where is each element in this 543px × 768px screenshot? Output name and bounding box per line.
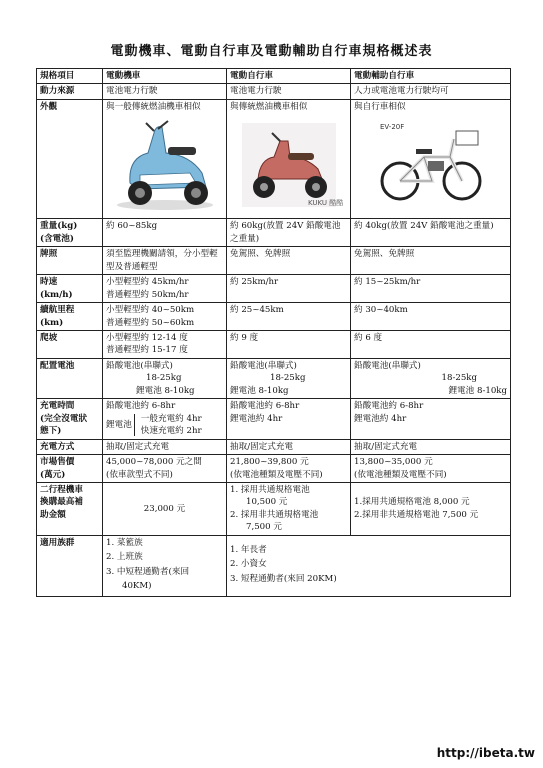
cell: 須至監理機關請領，分小型輕型及普通輕型 (103, 247, 227, 275)
table-row (37, 275, 511, 303)
cell-text: 與一般傳統燃油機車相似 (106, 101, 201, 112)
cell: 鉛酸電池約 6-8hr 鋰電池約 4hr (351, 399, 511, 439)
cell: 小型輕型約 40~50km 普通輕型約 50~60km (103, 303, 227, 331)
cell: 約 60kg(放置 24V 鉛酸電池之重量) (227, 219, 351, 247)
list-item: 40KM) (122, 581, 152, 592)
cell: 抽取/固定式充電 (227, 439, 351, 454)
user-group-list (230, 544, 507, 585)
cell (227, 535, 511, 596)
table-row (37, 99, 511, 218)
table-header-row (37, 69, 511, 84)
cell: 電池電力行駛 (227, 84, 351, 99)
cell: 13,800~35,000 元 (依電池種類及電壓不同) (351, 455, 511, 483)
row-label: 配置電池 (37, 358, 103, 398)
row-label: 動力來源 (37, 84, 103, 99)
cell: 人力或電池電力行駛均可 (351, 84, 511, 99)
header-assist-bike: 電動輔助自行車 (351, 69, 511, 84)
header-spec-item: 規格項目 (37, 69, 103, 84)
cell: 約 9 度 (227, 330, 351, 358)
cell: 抽取/固定式充電 (103, 439, 227, 454)
table-row (37, 330, 511, 358)
cell: 小型輕型約 12-14 度 普通輕型約 15-17 度 (103, 330, 227, 358)
cell: 約 15~25km/hr (351, 275, 511, 303)
cell: 45,000~78,000 元之間 (依車款型式不同) (103, 455, 227, 483)
page-title: 電動機車、電動自行車及電動輔助自行車規格概述表 (110, 44, 433, 59)
cell: 約 6 度 (351, 330, 511, 358)
row-label: 牌照 (37, 247, 103, 275)
row-label: 適用族群 (37, 535, 103, 596)
spec-table (36, 68, 511, 597)
cell: 免駕照、免牌照 (227, 247, 351, 275)
table-row (37, 455, 511, 483)
row-label: 市場售價 (萬元) (37, 455, 103, 483)
row-label: 時速 (km/h) (37, 275, 103, 303)
cell: 免駕照、免牌照 (351, 247, 511, 275)
cell: 約 60~85kg (103, 219, 227, 247)
watermark: http://ibeta.tw (436, 746, 535, 760)
row-label: 重量(kg) (含電池) (37, 219, 103, 247)
list-item: 2. 小資女 (230, 559, 267, 570)
cell: 約 40kg(放置 24V 鉛酸電池之重量) (351, 219, 511, 247)
list-item: 1. 年長者 (230, 545, 267, 555)
table-row (37, 247, 511, 275)
cell: 21,800~39,800 元 (依電池種類及電壓不同) (227, 455, 351, 483)
scooter-photo (106, 113, 223, 217)
row-label: 外觀 (37, 99, 103, 218)
cell: 鉛酸電池(串聯式) 18-25kg 鋰電池 8-10kg (351, 358, 511, 398)
table-row (37, 219, 511, 247)
cell: 電池電力行駛 (103, 84, 227, 99)
assist-model-caption: EV-20F (379, 123, 404, 132)
cell: 小型輕型約 45km/hr 普通輕型約 50km/hr (103, 275, 227, 303)
cell: 1. 採用共通規格電池 10,500 元 2. 採用非共通規格電池 7,500 元 (227, 482, 351, 535)
list-item: 3. 短程通勤者(來回 20KM) (230, 573, 337, 584)
row-label: 續航里程 (km) (37, 303, 103, 331)
row-label: 爬坡 (37, 330, 103, 358)
list-item: 2. 上班族 (106, 552, 143, 563)
table-row (37, 358, 511, 398)
ebike-brand-caption: KUKU 酷酷 (307, 199, 343, 208)
cell: 抽取/固定式充電 (351, 439, 511, 454)
cell: 鉛酸電池約 6-8hr 鋰電池約 4hr (227, 399, 351, 439)
ebike-photo (230, 113, 347, 217)
table-row (37, 399, 511, 439)
cell: 約 30~40km (351, 303, 511, 331)
table-row (37, 439, 511, 454)
row-label: 充電方式 (37, 439, 103, 454)
brace-divider (134, 414, 139, 436)
table-row (37, 535, 511, 596)
user-group-list (106, 537, 223, 593)
list-item: 1. 菜籃族 (106, 537, 143, 548)
row-label: 充電時間 (完全沒電狀 態下) (37, 399, 103, 439)
cell: 鉛酸電池(串聯式) 18-25kg 鋰電池 8-10kg (103, 358, 227, 398)
cell: 1.採用共通規格電池 8,000 元 2.採用非共通規格電池 7,500 元 (351, 482, 511, 535)
cell (351, 99, 511, 218)
row-label: 二行程機車 換購最高補 助金額 (37, 482, 103, 535)
header-e-scooter: 電動機車 (103, 69, 227, 84)
cell (227, 99, 351, 218)
cell: 鉛酸電池(串聯式) 18-25kg 鋰電池 8-10kg (227, 358, 351, 398)
cell: 鉛酸電池約 6-8hr 鋰電池 一般充電約 4hr 快速充電約 2hr (103, 399, 227, 439)
cell: 約 25~45km (227, 303, 351, 331)
cell: 約 25km/hr (227, 275, 351, 303)
cell-text: 與傳統燃油機車相似 (230, 101, 308, 112)
cell (103, 535, 227, 596)
list-item: 3. 中短程通勤者(來回 (106, 566, 190, 577)
cell-text: 與自行車相似 (354, 101, 406, 112)
cell: 23,000 元 (103, 482, 227, 535)
cell (103, 99, 227, 218)
header-e-bike: 電動自行車 (227, 69, 351, 84)
assist-bike-photo (354, 113, 507, 217)
table-row (37, 84, 511, 99)
table-row (37, 482, 511, 535)
table-row (37, 303, 511, 331)
